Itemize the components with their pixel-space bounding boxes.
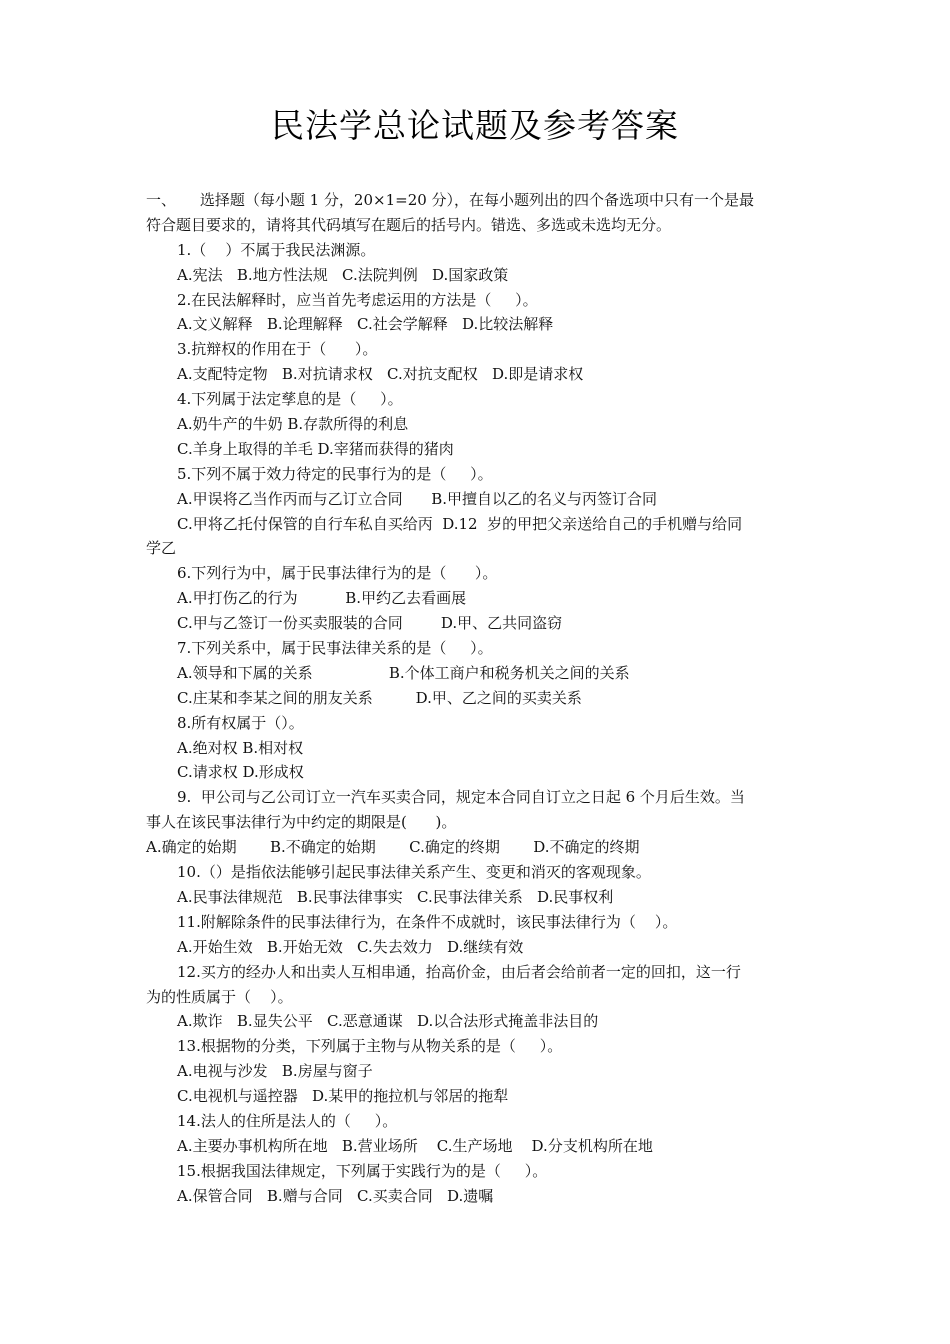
document-line: 4.下列属于法定孳息的是（ ）。 bbox=[177, 390, 403, 409]
document-line: 12.买方的经办人和出卖人互相串通，抬高价金，由后者会给前者一定的回扣，这一行 bbox=[177, 962, 741, 981]
document-line: 5.下列不属于效力待定的民事行为的是（ ）。 bbox=[177, 464, 493, 483]
document-line: 14.法人的住所是法人的（ ）。 bbox=[177, 1111, 398, 1130]
document-line: C.庄某和李某之间的朋友关系 D.甲、乙之间的买卖关系 bbox=[177, 688, 582, 707]
document-line: A.奶牛产的牛奶 B.存款所得的利息 bbox=[177, 415, 409, 434]
document-line: 学乙 bbox=[146, 539, 177, 558]
document-line: 10.（）是指依法能够引起民事法律关系产生、变更和消灭的客观现象。 bbox=[177, 863, 651, 882]
document-line: A.文义解释 B.论理解释 C.社会学解释 D.比较法解释 bbox=[177, 315, 554, 334]
document-line: 1.（ ）不属于我民法渊源。 bbox=[177, 240, 376, 259]
document-line: A.电视与沙发 B.房屋与窗子 bbox=[177, 1062, 373, 1081]
document-line: A.甲误将乙当作丙而与乙订立合同 B.甲擅自以乙的名义与丙签订合同 bbox=[177, 489, 658, 508]
document-line: 15.根据我国法律规定，下列属于实践行为的是（ ）。 bbox=[177, 1161, 548, 1180]
document-line: A.甲打伤乙的行为 B.甲约乙去看画展 bbox=[177, 589, 467, 608]
document-line: 一、 选择题（每小题 1 分，20×1=20 分），在每小题列出的四个备选项中只有一个是最 bbox=[146, 191, 755, 209]
document-line: C.甲将乙托付保管的自行车私自买给丙 D.12 岁的甲把父亲送给自己的手机赠与给同 bbox=[177, 514, 743, 533]
document-line: C.请求权 D.形成权 bbox=[177, 763, 304, 782]
document-line: C.羊身上取得的羊毛 D.宰猪而获得的猪肉 bbox=[177, 439, 454, 458]
document-line: 9. 甲公司与乙公司订立一汽车买卖合同，规定本合同自订立之日起 6 个月后生效。当 bbox=[177, 788, 745, 807]
document-line: A.保管合同 B.赠与合同 C.买卖合同 D.遗嘱 bbox=[177, 1186, 494, 1205]
document-line: A.欺诈 B.显失公平 C.恶意通谋 D.以合法形式掩盖非法目的 bbox=[177, 1012, 599, 1031]
document-title: 民法学总论试题及参考答案 bbox=[271, 106, 679, 145]
document-line: 13.根据物的分类，下列属于主物与从物关系的是（ ）。 bbox=[177, 1037, 563, 1056]
document-body bbox=[146, 188, 810, 1209]
document-line: 8.所有权属于（）。 bbox=[177, 713, 304, 732]
document-line: C.电视机与遥控器 D.某甲的拖拉机与邻居的拖犁 bbox=[177, 1087, 509, 1106]
document-line: A.宪法 B.地方性法规 C.法院判例 D.国家政策 bbox=[177, 265, 509, 284]
document-line: 7.下列关系中，属于民事法律关系的是（ ）。 bbox=[177, 639, 493, 658]
document-line: A.确定的始期 B.不确定的始期 C.确定的终期 D.不确定的终期 bbox=[146, 838, 640, 857]
document-line: 符合题目要求的，请将其代码填写在题后的括号内。错选、多选或未选均无分。 bbox=[146, 215, 672, 234]
document-line: 6.下列行为中，属于民事法律行为的是（ ）。 bbox=[177, 564, 498, 583]
document-line: 11.附解除条件的民事法律行为，在条件不成就时，该民事法律行为（ ）。 bbox=[177, 912, 678, 931]
document-line: A.支配特定物 B.对抗请求权 C.对抗支配权 D.即是请求权 bbox=[177, 365, 584, 384]
document-line: 为的性质属于（ ）。 bbox=[146, 987, 293, 1006]
document-line: 3.抗辩权的作用在于（ ）。 bbox=[177, 340, 378, 359]
document-line: 事人在该民事法律行为中约定的期限是( )。 bbox=[146, 813, 457, 832]
document-line: A.主要办事机构所在地 B.营业场所 C.生产场地 D.分支机构所在地 bbox=[177, 1136, 653, 1155]
document-line: C.甲与乙签订一份买卖服装的合同 D.甲、乙共同盗窃 bbox=[177, 614, 563, 633]
document-line: A.开始生效 B.开始无效 C.失去效力 D.继续有效 bbox=[177, 937, 524, 956]
document-line: A.领导和下属的关系 B.个体工商户和税务机关之间的关系 bbox=[177, 663, 630, 682]
document-line: A.绝对权 B.相对权 bbox=[177, 738, 304, 757]
document-line: 2.在民法解释时，应当首先考虑运用的方法是（ ）。 bbox=[177, 290, 538, 309]
document-line: A.民事法律规范 B.民事法律事实 C.民事法律关系 D.民事权利 bbox=[177, 887, 614, 906]
